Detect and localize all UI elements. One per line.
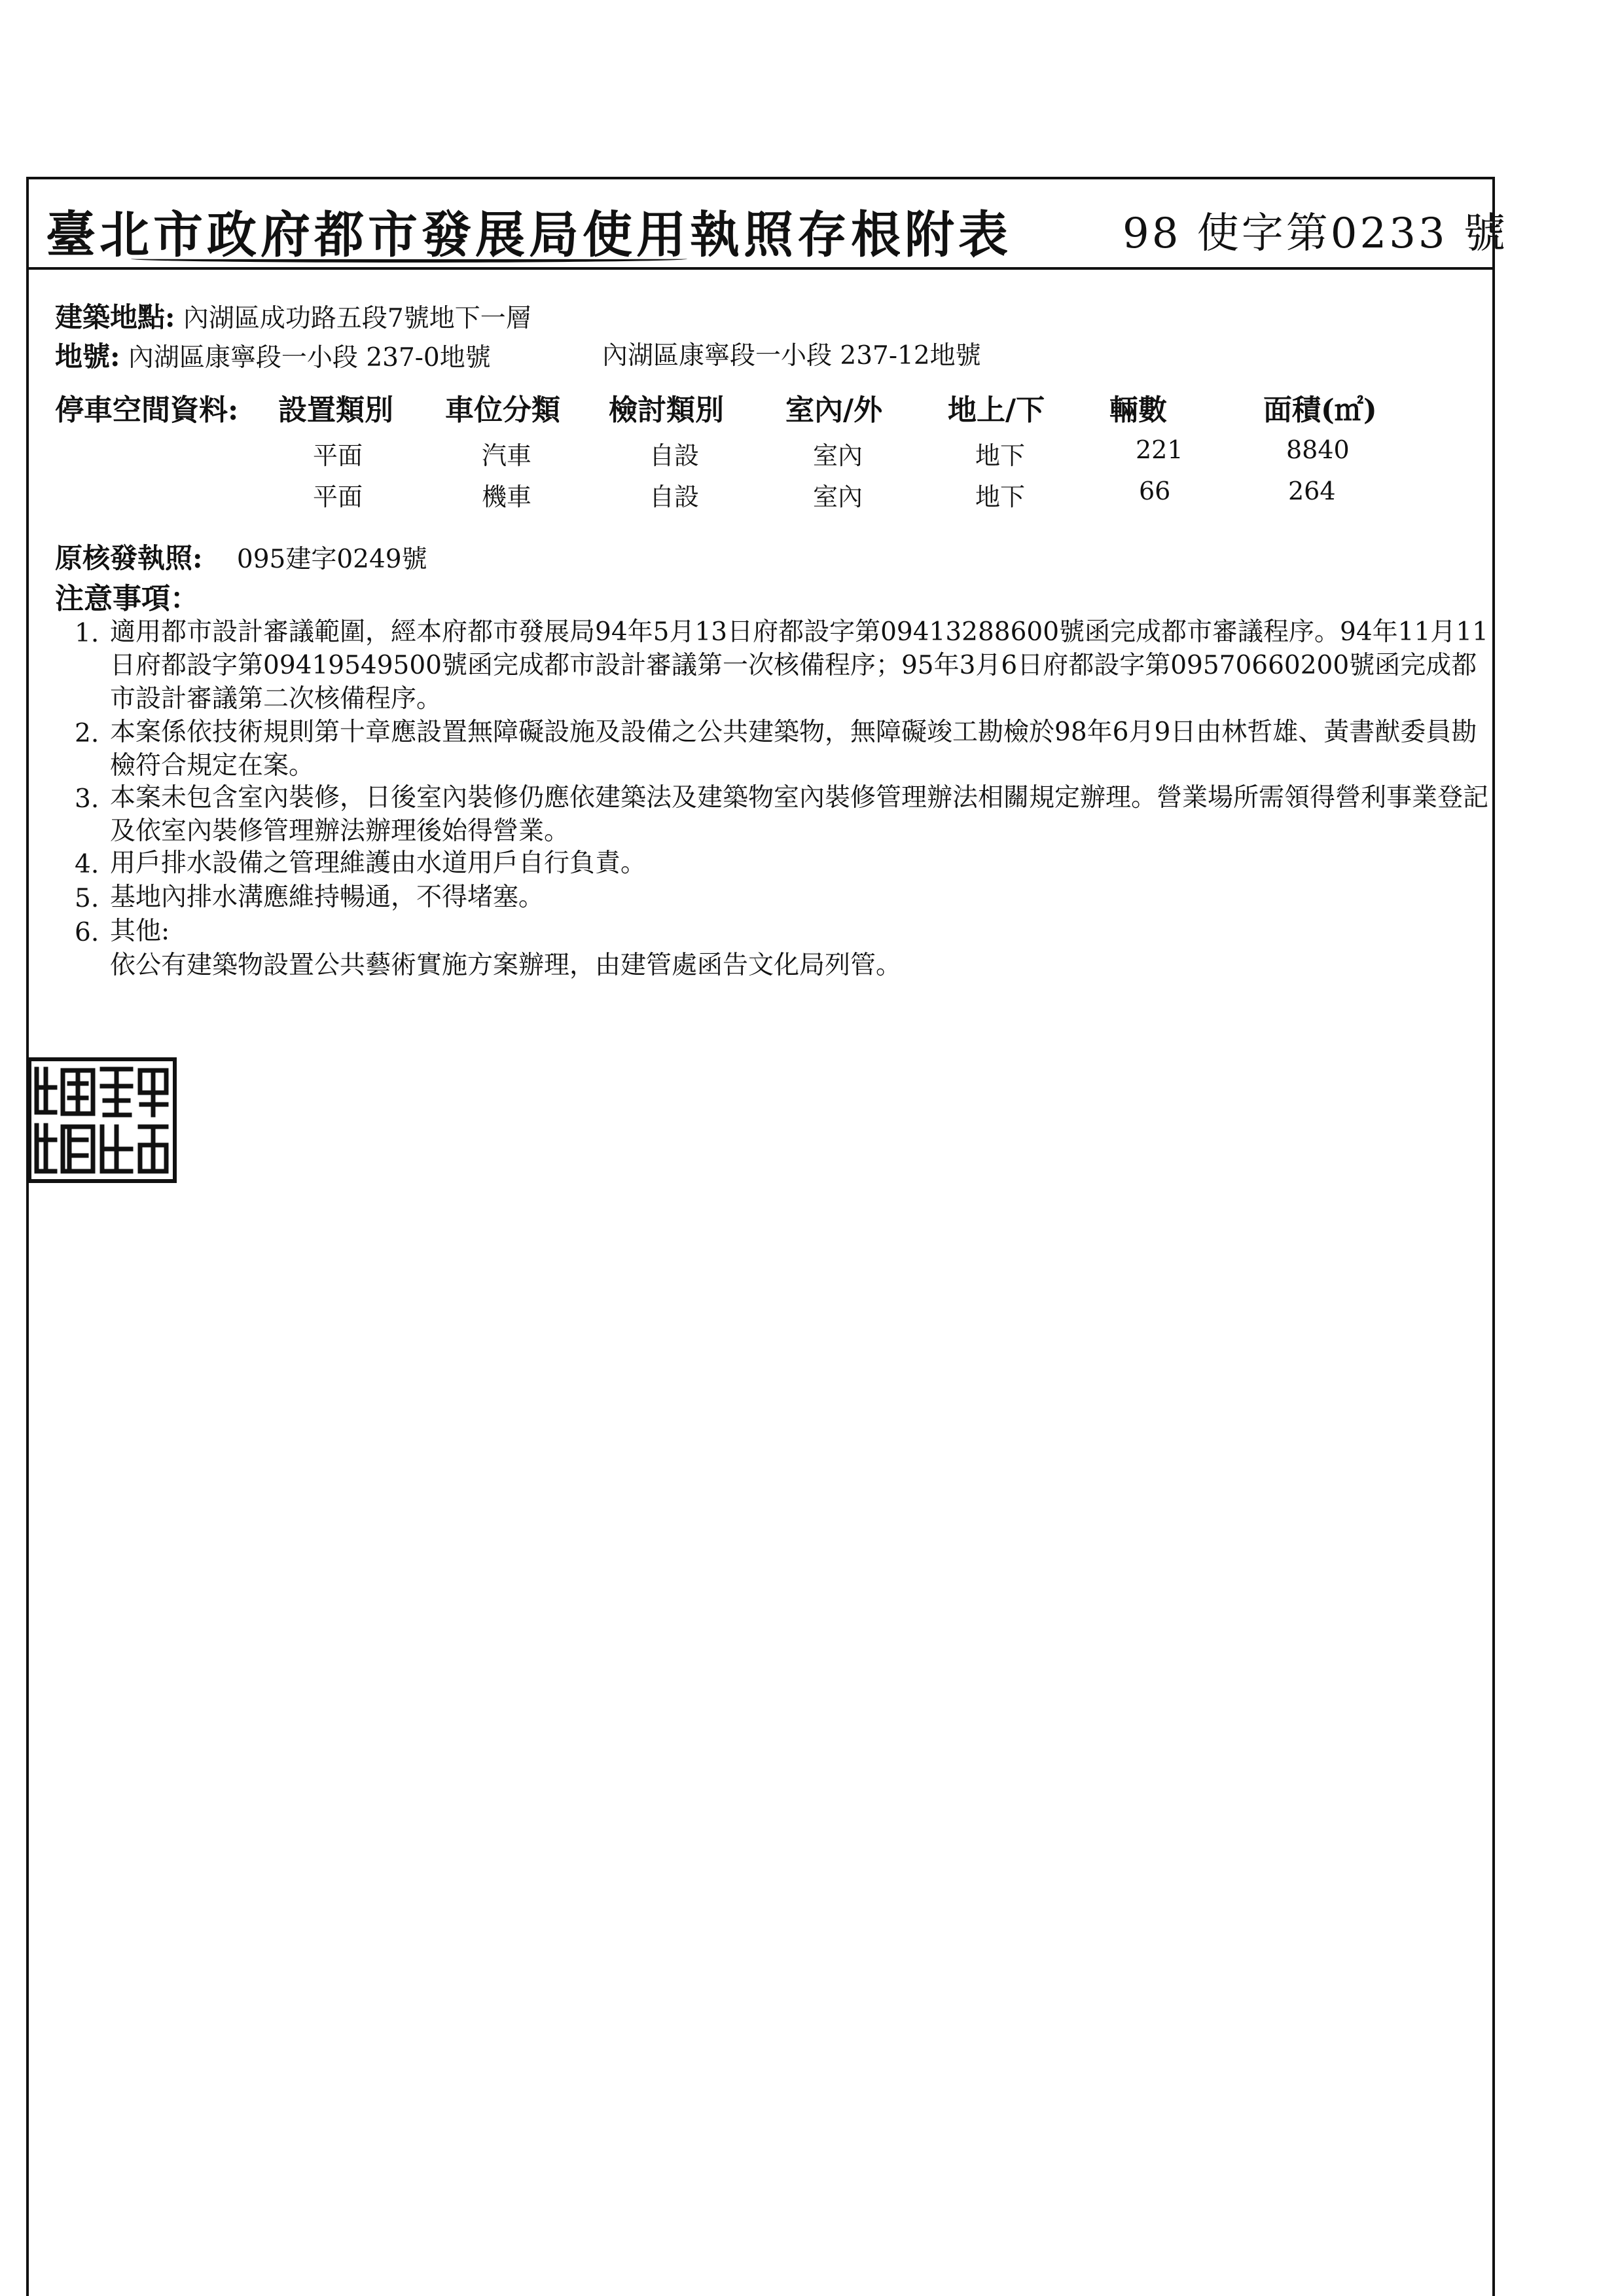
parking-row-1-type: 平面 [313,441,363,470]
address-value: 內湖區成功路五段7號地下一層 [183,304,531,333]
original-permit-value: 095建字0249號 [236,545,427,574]
note-6-number: 6. [75,918,99,947]
parking-row-1-count: 221 [1136,435,1183,464]
document-frame [26,177,1495,2296]
parking-label: 停車空間資料: [55,393,239,427]
note-1-number: 1. [75,619,99,648]
note-2-number: 2. [75,719,99,748]
parking-row-1-level: 地下 [975,441,1026,470]
page-title: 臺北市政府都市發展局使用執照存根附表 [46,206,1012,264]
lot-label: 地號: [55,340,120,373]
parking-col-indoor: 室內/外 [785,393,883,427]
note-5-number: 5. [75,884,99,913]
parking-col-area: 面積(㎡) [1263,393,1377,427]
parking-col-type: 設置類別 [278,393,393,427]
parking-col-vehicle: 車位分類 [445,393,560,427]
parking-row-1-indoor: 室內 [813,441,863,470]
parking-col-count: 輛數 [1109,393,1167,427]
parking-row-2-indoor: 室內 [813,483,863,511]
address-line [55,296,531,335]
parking-row-2-level: 地下 [975,483,1026,511]
note-3-text: 本案未包含室內裝修，日後室內裝修仍應依建築法及建築物室內裝修管理辦法相關規定辦理。營業場所需領得營利事業登記及依室內裝修管理辦法辦理後始得營業。 [110,783,1489,846]
parking-row-2-area: 264 [1288,477,1336,505]
parking-row-1-vehicle: 汽車 [482,441,532,470]
original-permit-line [55,537,427,576]
note-6-detail: 依公有建築物設置公共藝術實施方案辦理，由建管處函告文化局列管。 [110,951,902,980]
lot-value-2: 內湖區康寧段一小段 237-12地號 [602,341,981,371]
note-6-text: 其他: [110,917,170,946]
note-1-text: 適用都市設計審議範圍，經本府都市發展局94年5月13日府都設字第09413288600號函完成都市審議程序。94年11月11日府都設字第09419549500號函完成都市設計審議第一次核備程序；95年3月6日府都設字第09570660200號函完成都市設計審議第二次核備程序。 [110,617,1488,714]
lot-value-1: 內湖區康寧段一小段 237-0地號 [128,343,491,373]
parking-row-2-review: 自設 [649,483,700,511]
note-2-text: 本案係依技術規則第十章應設置無障礙設施及設備之公共建築物，無障礙竣工勘檢於98年6月9日由林哲雄、黃書猷委員勘檢符合規定在案。 [110,718,1477,780]
parking-row-2-type: 平面 [313,483,363,511]
note-3-number: 3. [75,784,99,814]
notes-heading: 注意事項： [55,582,199,615]
parking-row-2-vehicle: 機車 [482,483,532,511]
parking-row-1-area: 8840 [1286,435,1350,464]
note-5-text: 基地內排水溝應維持暢通，不得堵塞。 [110,883,545,912]
permit-number: 98 使字第0233 號 [1123,210,1508,258]
parking-col-level: 地上/下 [948,393,1045,427]
handwritten-underline [131,255,687,263]
note-4-text: 用戶排水設備之管理維護由水道用戶自行負責。 [110,848,647,878]
note-4-number: 4. [75,850,99,879]
parking-row-2-count: 66 [1139,477,1171,505]
parking-row-1-review: 自設 [649,441,700,470]
address-label: 建築地點: [55,301,175,333]
official-seal-stamp-icon [27,1057,177,1183]
lot-line [55,335,491,374]
parking-col-review: 檢討類別 [609,393,724,427]
original-permit-label: 原核發執照: [55,542,203,574]
